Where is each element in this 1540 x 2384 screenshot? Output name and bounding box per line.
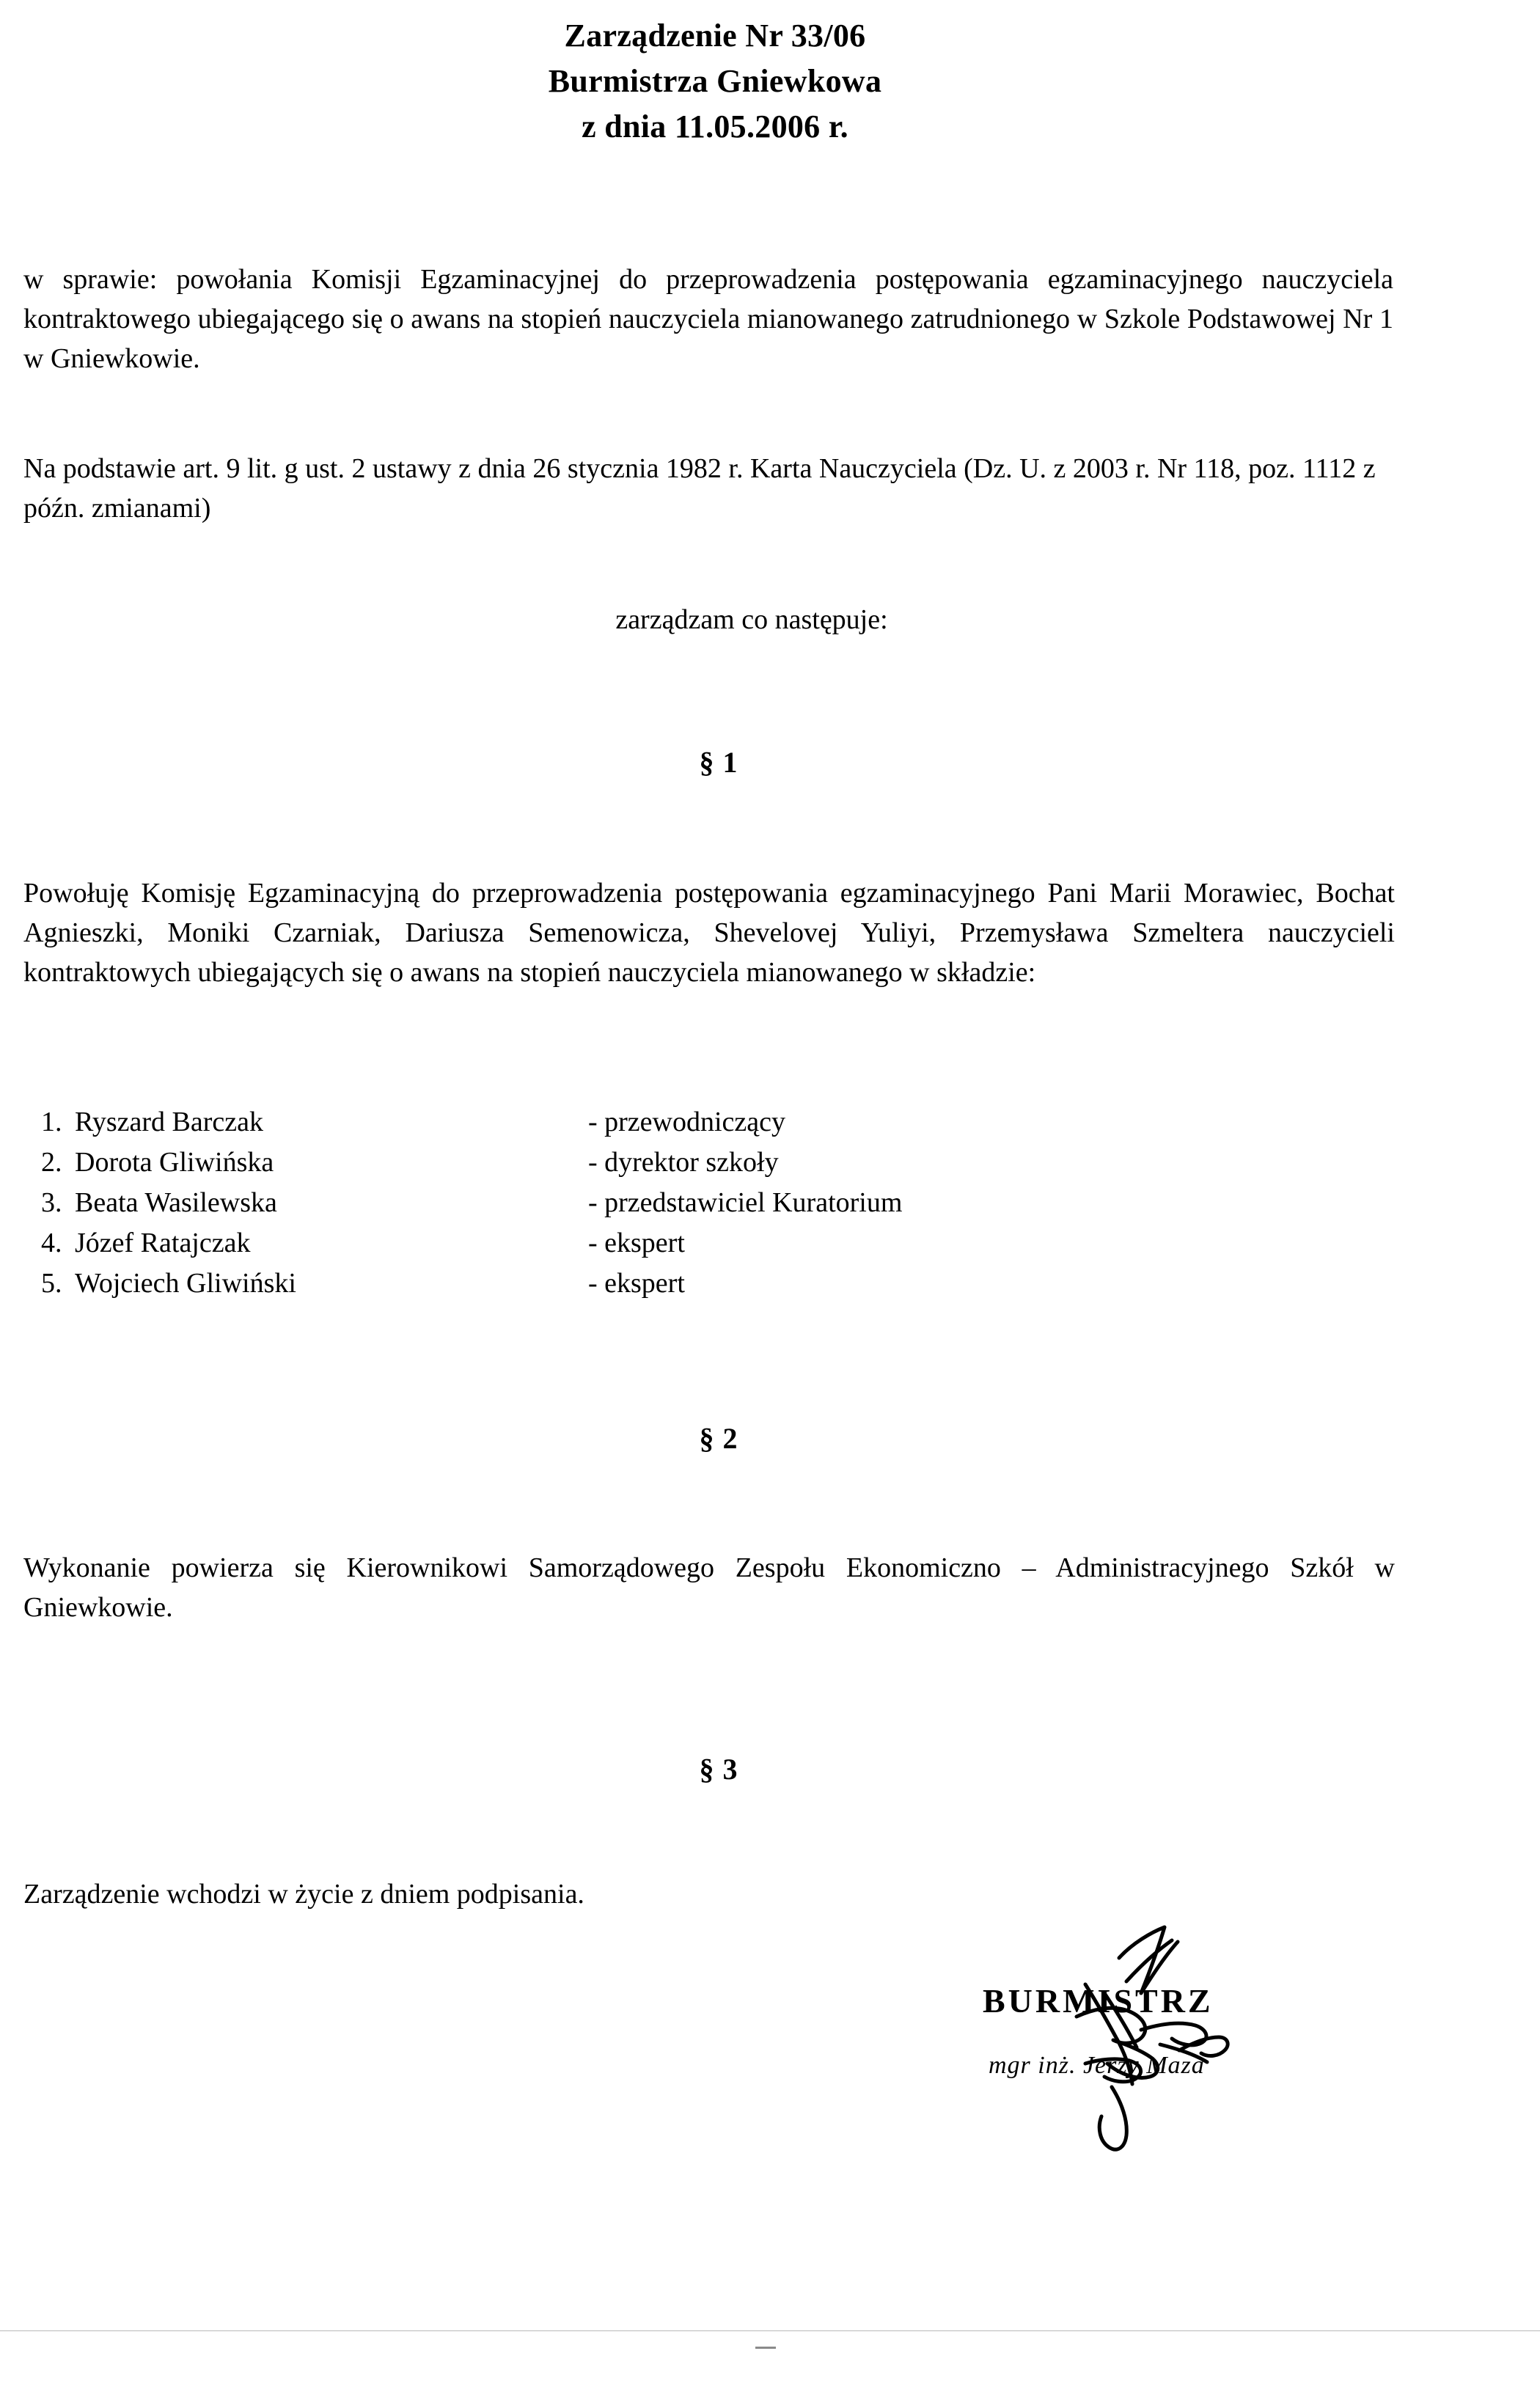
member-number: 2.: [41, 1147, 62, 1178]
member-number: 3.: [41, 1187, 62, 1218]
member-role: - przewodniczący: [588, 1107, 786, 1137]
section-heading-2: § 2: [699, 1422, 738, 1455]
member-name: Ryszard Barczak: [75, 1107, 263, 1137]
member-name: Beata Wasilewska: [75, 1187, 277, 1218]
title-line-1: Zarządzenie Nr 33/06: [564, 18, 866, 54]
member-role: - ekspert: [588, 1228, 685, 1258]
member-name: Wojciech Gliwiński: [75, 1268, 296, 1299]
list-item: [41, 1143, 1408, 1183]
orders-line: zarządzam co następuje:: [615, 604, 888, 635]
document-title-block: [22, 13, 1408, 150]
subject-paragraph: w sprawie: powołania Komisji Egzaminacyjnej do przeprowadzenia postępowania egzaminacyjnego nauczyciela kontraktowego ubiegającego się o awans na stopień nauczyciela mianowanego zatrudnionego w Szkole Podstawowej Nr 1 w Gniewkowie.: [23, 264, 1393, 374]
member-role: - ekspert: [588, 1268, 685, 1299]
member-name: Józef Ratajczak: [75, 1228, 251, 1258]
title-line-3: z dnia 11.05.2006 r.: [582, 109, 848, 144]
footer-divider: [0, 2330, 1540, 2331]
list-item: [41, 1183, 1408, 1223]
member-number: 4.: [41, 1228, 62, 1258]
section-body-3: Zarządzenie wchodzi w życie z dniem podpisania.: [23, 1879, 584, 1910]
section-body-2: Wykonanie powierza się Kierownikowi Samorządowego Zespołu Ekonomiczno – Administracyjnego Szkół w Gniewkowie.: [23, 1552, 1395, 1623]
signature-office-label: BURMISTRZ: [983, 1982, 1214, 2020]
handwritten-signature-icon: [975, 1914, 1386, 2156]
member-number: 5.: [41, 1268, 62, 1299]
legal-basis-paragraph: Na podstawie art. 9 lit. g ust. 2 ustawy z dnia 26 stycznia 1982 r. Karta Nauczyciela (Dz. U. z 2003 r. Nr 118, poz. 1112 z późn. zmianami): [23, 453, 1376, 524]
list-item: [41, 1263, 1408, 1304]
signature-printed-name: mgr inż. Jerzy Maza: [989, 2052, 1205, 2079]
list-item: [41, 1223, 1408, 1263]
member-number: 1.: [41, 1107, 62, 1137]
signature-block: [975, 1914, 1386, 2156]
member-role: - przedstawiciel Kuratorium: [588, 1187, 903, 1218]
list-item: [41, 1102, 1408, 1143]
section-heading-1: § 1: [699, 746, 738, 779]
document-content: [22, 0, 1408, 1914]
section-body-1: Powołuję Komisję Egzaminacyjną do przeprowadzenia postępowania egzaminacyjnego Pani Marii Morawiec, Bochat Agnieszki, Moniki Czarniak, Dariusza Semenowicza, Shevelovej Yuliyi, Przemysława Szmeltera nauczycieli kontraktowych ubiegających się o awans na stopień nauczyciela mianowanego w składzie:: [23, 878, 1395, 988]
footer-mark: [755, 2347, 776, 2349]
committee-members-list: [41, 1102, 1408, 1304]
title-line-2: Burmistrza Gniewkowa: [548, 63, 882, 99]
member-name: Dorota Gliwińska: [75, 1147, 274, 1178]
member-role: - dyrektor szkoły: [588, 1147, 779, 1178]
section-heading-3: § 3: [699, 1753, 738, 1786]
